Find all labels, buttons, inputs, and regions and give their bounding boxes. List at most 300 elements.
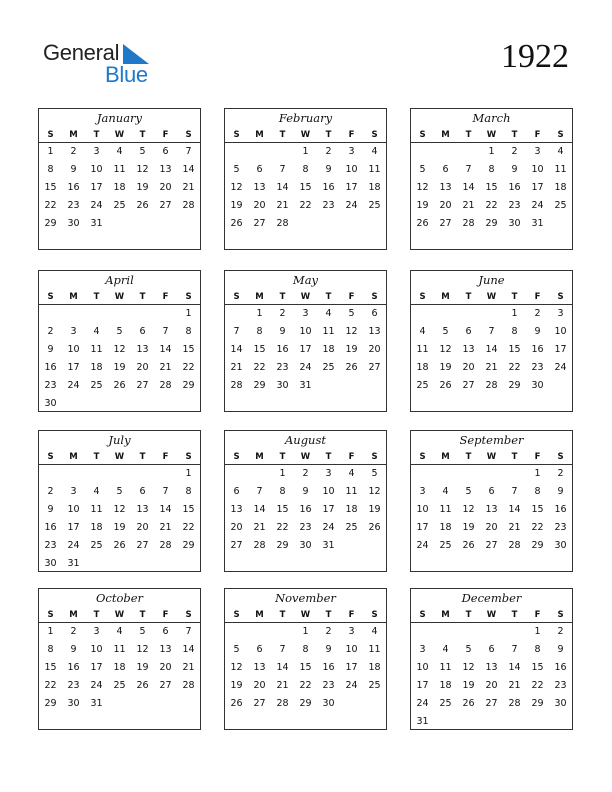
day-cell: 25 <box>439 540 452 551</box>
week-row <box>225 660 386 678</box>
week-row <box>225 520 386 538</box>
day-cell: 2 <box>70 626 77 637</box>
day-cell: 18 <box>368 182 381 193</box>
day-cell: 8 <box>185 486 192 497</box>
day-cell: 3 <box>93 626 100 637</box>
month-name: August <box>284 433 326 447</box>
day-cell: 9 <box>325 164 332 175</box>
weekday-header: T <box>93 130 100 140</box>
day-cell: 30 <box>299 540 312 551</box>
month-name: September <box>459 433 524 447</box>
day-cell: 21 <box>508 522 521 533</box>
weekday-header: W <box>300 130 311 140</box>
weekday-header: W <box>114 610 125 620</box>
day-cell: 14 <box>508 504 521 515</box>
day-cell: 11 <box>90 344 103 355</box>
weekday-header: M <box>255 292 264 302</box>
day-cell: 21 <box>159 522 172 533</box>
day-cell: 2 <box>279 308 286 319</box>
day-cell: 10 <box>90 164 103 175</box>
day-cell: 26 <box>345 362 358 373</box>
day-cell: 22 <box>44 200 57 211</box>
weekday-header: S <box>419 292 426 302</box>
day-cell: 19 <box>113 522 126 533</box>
week-row <box>39 520 200 538</box>
day-cell: 13 <box>253 662 266 673</box>
day-cell: 10 <box>554 326 567 337</box>
day-cell: 7 <box>185 146 192 157</box>
day-cell: 1 <box>47 146 54 157</box>
month-november <box>224 588 387 730</box>
day-cell: 16 <box>554 662 567 673</box>
day-cell: 19 <box>136 182 149 193</box>
week-row <box>225 538 386 556</box>
weekday-header-row <box>39 128 200 143</box>
day-cell: 6 <box>162 146 169 157</box>
day-cell: 13 <box>462 344 475 355</box>
day-cell: 15 <box>182 504 195 515</box>
weekday-header: S <box>419 610 426 620</box>
day-cell: 20 <box>230 522 243 533</box>
weekday-header: S <box>185 130 192 140</box>
week-row <box>411 660 572 678</box>
day-cell: 7 <box>279 164 286 175</box>
day-cell: 27 <box>159 680 172 691</box>
month-august <box>224 430 387 572</box>
day-cell: 14 <box>462 182 475 193</box>
day-cell: 27 <box>159 200 172 211</box>
day-cell: 3 <box>93 146 100 157</box>
day-cell: 12 <box>136 644 149 655</box>
day-cell: 20 <box>485 522 498 533</box>
week-row <box>411 624 572 642</box>
weekday-header: T <box>279 292 286 302</box>
day-cell: 14 <box>230 344 243 355</box>
day-cell: 18 <box>322 344 335 355</box>
day-cell: 16 <box>44 522 57 533</box>
weekday-header: S <box>185 610 192 620</box>
day-cell: 4 <box>116 146 123 157</box>
weekday-header: S <box>557 452 564 462</box>
day-cell: 16 <box>508 182 521 193</box>
day-cell: 20 <box>159 182 172 193</box>
day-cell: 22 <box>253 362 266 373</box>
day-cell: 15 <box>531 662 544 673</box>
week-row <box>411 144 572 162</box>
weekday-header: F <box>162 130 169 140</box>
day-cell: 12 <box>462 662 475 673</box>
day-cell: 1 <box>534 468 541 479</box>
day-cell: 4 <box>419 326 426 337</box>
day-cell: 7 <box>185 626 192 637</box>
month-october <box>38 588 201 730</box>
day-cell: 6 <box>139 486 146 497</box>
day-cell: 2 <box>302 468 309 479</box>
day-cell: 1 <box>256 308 263 319</box>
day-cell: 27 <box>253 698 266 709</box>
day-cell: 14 <box>159 504 172 515</box>
day-cell: 12 <box>113 504 126 515</box>
weekday-header: T <box>325 130 332 140</box>
day-cell: 3 <box>325 468 332 479</box>
day-cell: 8 <box>488 164 495 175</box>
day-cell: 24 <box>67 540 80 551</box>
weekday-header: T <box>511 452 518 462</box>
day-cell: 29 <box>44 698 57 709</box>
weekday-header: S <box>557 610 564 620</box>
month-december <box>410 588 573 730</box>
weekday-header: W <box>300 292 311 302</box>
weekday-header-row <box>225 128 386 143</box>
day-cell: 11 <box>439 504 452 515</box>
week-row <box>225 378 386 396</box>
month-september <box>410 430 573 572</box>
day-cell: 19 <box>416 200 429 211</box>
day-cell: 25 <box>113 680 126 691</box>
weekday-header: M <box>441 452 450 462</box>
day-cell: 23 <box>67 680 80 691</box>
day-cell: 24 <box>90 200 103 211</box>
weekday-header: T <box>325 292 332 302</box>
day-cell: 17 <box>345 662 358 673</box>
day-cell: 13 <box>230 504 243 515</box>
day-cell: 17 <box>345 182 358 193</box>
week-row <box>411 466 572 484</box>
weekday-header: T <box>139 452 146 462</box>
weekday-header: W <box>114 452 125 462</box>
day-cell: 29 <box>485 218 498 229</box>
day-cell: 15 <box>253 344 266 355</box>
weekday-header: T <box>279 610 286 620</box>
day-cell: 17 <box>67 362 80 373</box>
day-cell: 20 <box>462 362 475 373</box>
weekday-header: F <box>348 130 355 140</box>
week-row <box>225 324 386 342</box>
day-cell: 3 <box>70 486 77 497</box>
weekday-header: S <box>185 292 192 302</box>
weekday-header: F <box>162 292 169 302</box>
weekday-header: S <box>557 292 564 302</box>
weekday-header-row <box>39 290 200 305</box>
week-row <box>411 180 572 198</box>
day-cell: 10 <box>322 486 335 497</box>
day-cell: 11 <box>416 344 429 355</box>
day-cell: 4 <box>442 486 449 497</box>
day-cell: 8 <box>185 326 192 337</box>
weekday-header-row <box>39 450 200 465</box>
weekday-header: T <box>279 452 286 462</box>
day-cell: 28 <box>230 380 243 391</box>
day-cell: 4 <box>116 626 123 637</box>
day-cell: 21 <box>508 680 521 691</box>
weekday-header: T <box>465 130 472 140</box>
weekday-header: F <box>348 452 355 462</box>
day-cell: 10 <box>416 504 429 515</box>
week-row <box>225 180 386 198</box>
day-cell: 13 <box>136 504 149 515</box>
day-cell: 15 <box>276 504 289 515</box>
day-cell: 28 <box>508 698 521 709</box>
day-cell: 8 <box>302 164 309 175</box>
day-cell: 11 <box>113 644 126 655</box>
day-cell: 9 <box>557 486 564 497</box>
logo-text-blue: Blue <box>105 62 148 87</box>
day-cell: 23 <box>44 540 57 551</box>
weekday-header: S <box>371 452 378 462</box>
weekday-header: W <box>486 292 497 302</box>
day-cell: 3 <box>557 308 564 319</box>
day-cell: 4 <box>371 626 378 637</box>
day-cell: 5 <box>442 326 449 337</box>
week-row <box>225 502 386 520</box>
month-name: February <box>278 111 333 125</box>
day-cell: 30 <box>554 540 567 551</box>
day-cell: 5 <box>233 164 240 175</box>
day-cell: 10 <box>67 504 80 515</box>
day-cell: 16 <box>531 344 544 355</box>
day-cell: 24 <box>90 680 103 691</box>
week-row <box>39 556 200 574</box>
day-cell: 23 <box>554 680 567 691</box>
weekday-header: S <box>233 452 240 462</box>
day-cell: 7 <box>279 644 286 655</box>
weekday-header: S <box>47 130 54 140</box>
day-cell: 17 <box>90 182 103 193</box>
day-cell: 9 <box>279 326 286 337</box>
year-title: 1922 <box>501 38 569 75</box>
weekday-header: S <box>233 292 240 302</box>
week-row <box>39 466 200 484</box>
month-name: April <box>105 273 134 287</box>
weekday-header: M <box>69 130 78 140</box>
weekday-header: T <box>93 292 100 302</box>
day-cell: 19 <box>368 504 381 515</box>
weekday-header: T <box>139 130 146 140</box>
day-cell: 16 <box>322 662 335 673</box>
week-row <box>39 696 200 714</box>
day-cell: 23 <box>508 200 521 211</box>
day-cell: 29 <box>276 540 289 551</box>
weekday-header: W <box>114 130 125 140</box>
weekday-header: T <box>139 610 146 620</box>
weekday-header: W <box>486 610 497 620</box>
day-cell: 17 <box>531 182 544 193</box>
day-cell: 17 <box>554 344 567 355</box>
day-cell: 29 <box>182 540 195 551</box>
day-cell: 26 <box>230 698 243 709</box>
day-cell: 4 <box>557 146 564 157</box>
week-row <box>39 162 200 180</box>
weekday-header: S <box>419 452 426 462</box>
weekday-header: T <box>325 452 332 462</box>
day-cell: 9 <box>47 344 54 355</box>
day-cell: 14 <box>276 182 289 193</box>
day-cell: 3 <box>348 626 355 637</box>
day-cell: 24 <box>67 380 80 391</box>
day-cell: 20 <box>439 200 452 211</box>
day-cell: 5 <box>465 486 472 497</box>
week-row <box>39 660 200 678</box>
day-cell: 23 <box>44 380 57 391</box>
day-cell: 9 <box>70 644 77 655</box>
weekday-header: S <box>47 292 54 302</box>
day-cell: 8 <box>302 644 309 655</box>
generalblue-logo <box>43 40 163 90</box>
day-cell: 29 <box>299 698 312 709</box>
weekday-header: M <box>441 130 450 140</box>
day-cell: 24 <box>299 362 312 373</box>
week-row <box>411 696 572 714</box>
blue-triangle-icon <box>123 44 149 64</box>
day-cell: 25 <box>368 680 381 691</box>
day-cell: 12 <box>416 182 429 193</box>
weekday-header: S <box>47 452 54 462</box>
day-cell: 27 <box>253 218 266 229</box>
weekday-header: S <box>557 130 564 140</box>
day-cell: 20 <box>159 662 172 673</box>
day-cell: 24 <box>416 698 429 709</box>
day-cell: 27 <box>462 380 475 391</box>
day-cell: 9 <box>511 164 518 175</box>
week-row <box>39 360 200 378</box>
day-cell: 18 <box>345 504 358 515</box>
weekday-header-row <box>225 608 386 623</box>
day-cell: 28 <box>462 218 475 229</box>
weekday-header: T <box>279 130 286 140</box>
day-cell: 1 <box>185 468 192 479</box>
weekday-header-row <box>411 290 572 305</box>
weekday-header: T <box>511 130 518 140</box>
day-cell: 21 <box>485 362 498 373</box>
day-cell: 9 <box>557 644 564 655</box>
day-cell: 29 <box>531 698 544 709</box>
day-cell: 23 <box>554 522 567 533</box>
week-row <box>225 144 386 162</box>
day-cell: 21 <box>462 200 475 211</box>
day-cell: 18 <box>554 182 567 193</box>
day-cell: 1 <box>279 468 286 479</box>
weekday-header: M <box>441 292 450 302</box>
day-cell: 8 <box>511 326 518 337</box>
day-cell: 24 <box>554 362 567 373</box>
day-cell: 5 <box>371 468 378 479</box>
day-cell: 24 <box>416 540 429 551</box>
day-cell: 12 <box>345 326 358 337</box>
day-cell: 29 <box>508 380 521 391</box>
weekday-header: W <box>300 452 311 462</box>
day-cell: 18 <box>90 362 103 373</box>
weekday-header: W <box>486 452 497 462</box>
day-cell: 11 <box>368 644 381 655</box>
day-cell: 14 <box>159 344 172 355</box>
day-cell: 5 <box>419 164 426 175</box>
day-cell: 2 <box>557 626 564 637</box>
day-cell: 31 <box>90 218 103 229</box>
week-row <box>225 162 386 180</box>
day-cell: 5 <box>348 308 355 319</box>
day-cell: 11 <box>554 164 567 175</box>
day-cell: 6 <box>139 326 146 337</box>
weekday-header: F <box>348 610 355 620</box>
month-name: July <box>108 433 131 447</box>
day-cell: 12 <box>230 662 243 673</box>
day-cell: 14 <box>253 504 266 515</box>
day-cell: 26 <box>462 540 475 551</box>
day-cell: 11 <box>113 164 126 175</box>
day-cell: 11 <box>368 164 381 175</box>
day-cell: 12 <box>136 164 149 175</box>
day-cell: 30 <box>67 698 80 709</box>
day-cell: 12 <box>439 344 452 355</box>
weekday-header-row <box>225 450 386 465</box>
day-cell: 2 <box>325 626 332 637</box>
day-cell: 17 <box>90 662 103 673</box>
day-cell: 7 <box>511 644 518 655</box>
week-row <box>411 520 572 538</box>
weekday-header-row <box>411 128 572 143</box>
day-cell: 23 <box>322 200 335 211</box>
day-cell: 21 <box>253 522 266 533</box>
day-cell: 28 <box>276 698 289 709</box>
day-cell: 5 <box>233 644 240 655</box>
day-cell: 5 <box>139 626 146 637</box>
day-cell: 13 <box>485 662 498 673</box>
day-cell: 27 <box>368 362 381 373</box>
day-cell: 6 <box>488 486 495 497</box>
day-cell: 6 <box>233 486 240 497</box>
day-cell: 6 <box>442 164 449 175</box>
month-name: October <box>95 591 144 605</box>
day-cell: 30 <box>531 380 544 391</box>
day-cell: 18 <box>439 522 452 533</box>
week-row <box>225 466 386 484</box>
day-cell: 18 <box>439 680 452 691</box>
day-cell: 15 <box>299 662 312 673</box>
day-cell: 19 <box>462 522 475 533</box>
day-cell: 24 <box>345 680 358 691</box>
day-cell: 10 <box>531 164 544 175</box>
day-cell: 20 <box>253 200 266 211</box>
day-cell: 2 <box>511 146 518 157</box>
weekday-header: F <box>162 452 169 462</box>
day-cell: 23 <box>67 200 80 211</box>
week-row <box>225 642 386 660</box>
weekday-header: S <box>233 130 240 140</box>
day-cell: 4 <box>371 146 378 157</box>
day-cell: 17 <box>416 522 429 533</box>
day-cell: 13 <box>439 182 452 193</box>
day-cell: 6 <box>488 644 495 655</box>
day-cell: 31 <box>299 380 312 391</box>
weekday-header: M <box>69 452 78 462</box>
day-cell: 21 <box>276 680 289 691</box>
day-cell: 16 <box>44 362 57 373</box>
day-cell: 27 <box>439 218 452 229</box>
day-cell: 10 <box>345 164 358 175</box>
day-cell: 8 <box>534 486 541 497</box>
week-row <box>225 484 386 502</box>
weekday-header: F <box>534 130 541 140</box>
week-row <box>39 306 200 324</box>
weekday-header: T <box>511 610 518 620</box>
week-row <box>411 538 572 556</box>
day-cell: 8 <box>256 326 263 337</box>
day-cell: 5 <box>139 146 146 157</box>
day-cell: 30 <box>276 380 289 391</box>
day-cell: 13 <box>159 644 172 655</box>
day-cell: 25 <box>113 200 126 211</box>
day-cell: 27 <box>136 380 149 391</box>
